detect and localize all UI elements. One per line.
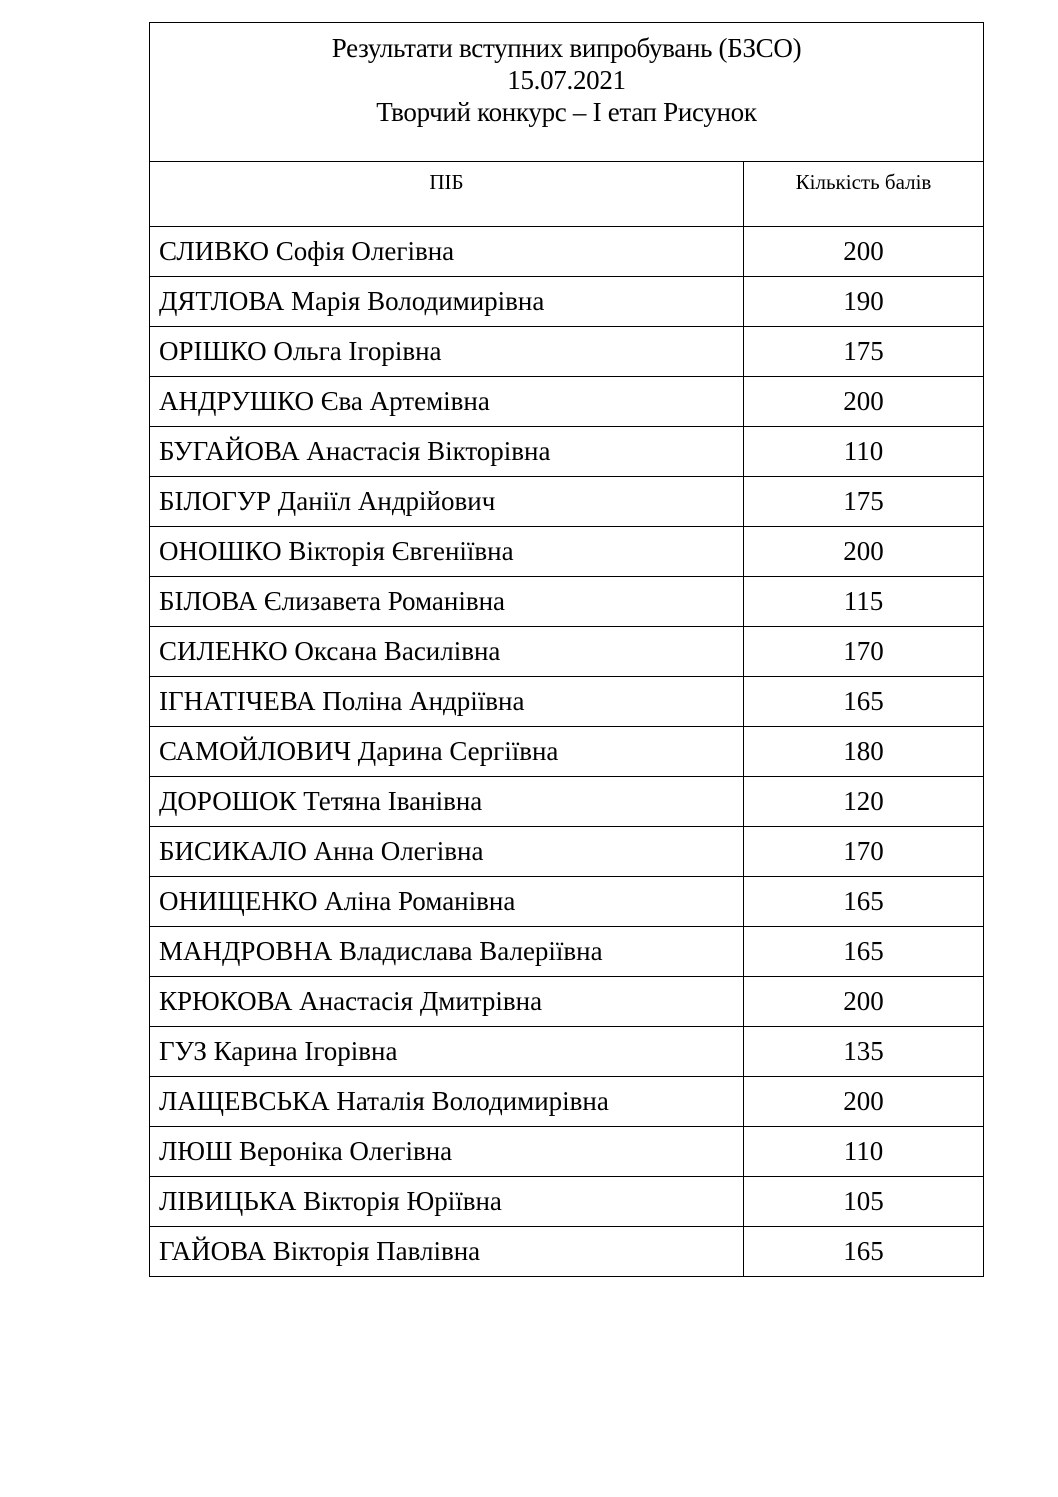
student-name: ЛАЩЕВСЬКА Наталія Володимирівна <box>150 1077 744 1127</box>
table-row <box>150 577 984 627</box>
student-score: 180 <box>744 727 984 777</box>
table-row <box>150 477 984 527</box>
student-score: 165 <box>744 677 984 727</box>
table-row <box>150 727 984 777</box>
student-score: 200 <box>744 977 984 1027</box>
table-row <box>150 977 984 1027</box>
table-row <box>150 227 984 277</box>
student-score: 120 <box>744 777 984 827</box>
student-score: 165 <box>744 927 984 977</box>
table-row <box>150 1177 984 1227</box>
column-header-row <box>150 162 984 227</box>
student-score: 200 <box>744 377 984 427</box>
student-name: ОНОШКО Вікторія Євгеніївна <box>150 527 744 577</box>
table-row <box>150 627 984 677</box>
table-row <box>150 677 984 727</box>
table-row <box>150 427 984 477</box>
student-score: 175 <box>744 327 984 377</box>
title-line-date: 15.07.2021 <box>507 65 626 95</box>
table-row <box>150 527 984 577</box>
table-row <box>150 1227 984 1277</box>
document-title <box>150 23 984 162</box>
table-row <box>150 877 984 927</box>
column-header-name: ПІБ <box>150 162 744 227</box>
student-name: ЛІВИЦЬКА Вікторія Юріївна <box>150 1177 744 1227</box>
student-name: БУГАЙОВА Анастасія Вікторівна <box>150 427 744 477</box>
student-score: 165 <box>744 1227 984 1277</box>
title-row <box>150 23 984 162</box>
student-name: БІЛОВА Єлизавета Романівна <box>150 577 744 627</box>
table-row <box>150 927 984 977</box>
student-name: КРЮКОВА Анастасія Дмитрівна <box>150 977 744 1027</box>
student-name: ГАЙОВА Вікторія Павлівна <box>150 1227 744 1277</box>
column-header-score: Кількість балів <box>744 162 984 227</box>
student-score: 110 <box>744 1127 984 1177</box>
student-score: 200 <box>744 227 984 277</box>
table-row <box>150 777 984 827</box>
table-row <box>150 377 984 427</box>
student-name: САМОЙЛОВИЧ Дарина Сергіївна <box>150 727 744 777</box>
student-name: МАНДРОВНА Владислава Валеріївна <box>150 927 744 977</box>
title-line-stage: Творчий конкурс – І етап Рисунок <box>376 97 757 127</box>
student-name: ІГНАТІЧЕВА Поліна Андріївна <box>150 677 744 727</box>
student-name: ОНИЩЕНКО Аліна Романівна <box>150 877 744 927</box>
results-body <box>150 227 984 1277</box>
results-table <box>149 22 984 1277</box>
student-name: СЛИВКО Софія Олегівна <box>150 227 744 277</box>
student-name: АНДРУШКО Єва Артемівна <box>150 377 744 427</box>
student-score: 115 <box>744 577 984 627</box>
student-score: 105 <box>744 1177 984 1227</box>
student-name: ОРІШКО Ольга Ігорівна <box>150 327 744 377</box>
student-score: 175 <box>744 477 984 527</box>
table-row <box>150 1077 984 1127</box>
student-score: 170 <box>744 827 984 877</box>
student-name: ГУЗ Карина Ігорівна <box>150 1027 744 1077</box>
table-row <box>150 1027 984 1077</box>
title-line-results: Результати вступних випробувань (БЗСО) <box>331 33 802 63</box>
student-name: ДЯТЛОВА Марія Володимирівна <box>150 277 744 327</box>
student-name: ЛЮШ Вероніка Олегівна <box>150 1127 744 1177</box>
student-name: СИЛЕНКО Оксана Василівна <box>150 627 744 677</box>
student-score: 200 <box>744 527 984 577</box>
student-name: БИСИКАЛО Анна Олегівна <box>150 827 744 877</box>
student-name: БІЛОГУР Даніїл Андрійович <box>150 477 744 527</box>
table-row <box>150 327 984 377</box>
table-row <box>150 1127 984 1177</box>
student-name: ДОРОШОК Тетяна Іванівна <box>150 777 744 827</box>
student-score: 135 <box>744 1027 984 1077</box>
table-row <box>150 827 984 877</box>
student-score: 170 <box>744 627 984 677</box>
student-score: 110 <box>744 427 984 477</box>
student-score: 190 <box>744 277 984 327</box>
table-row <box>150 277 984 327</box>
student-score: 165 <box>744 877 984 927</box>
student-score: 200 <box>744 1077 984 1127</box>
